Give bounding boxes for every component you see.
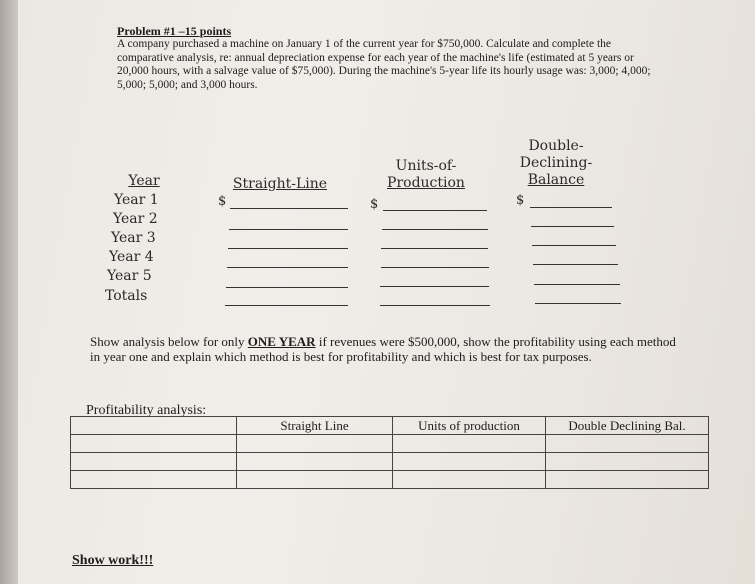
straight-line-blank-year-1[interactable] xyxy=(230,208,348,209)
table-cell[interactable] xyxy=(71,435,237,453)
straight-line-dollar-sign: $ xyxy=(218,194,227,209)
ddb-blank-year-2[interactable] xyxy=(531,226,614,227)
units-blank-year-3[interactable] xyxy=(381,248,488,249)
table-cell[interactable] xyxy=(71,471,237,489)
table-header-units-of-production: Units of production xyxy=(393,417,546,435)
ddb-blank-year-5[interactable] xyxy=(534,284,620,285)
table-cell[interactable] xyxy=(237,453,393,471)
analysis-one-year-emphasis: ONE YEAR xyxy=(247,334,316,349)
units-blank-year-1[interactable] xyxy=(383,210,487,211)
ddb-blank-year-3[interactable] xyxy=(532,245,616,246)
straight-line-blank-totals[interactable] xyxy=(225,305,348,306)
table-cell[interactable] xyxy=(546,453,709,471)
table-cell[interactable] xyxy=(546,471,709,489)
table-row xyxy=(71,435,709,453)
ddb-blank-year-1[interactable] xyxy=(530,207,612,208)
ddb-header-line1: Double- xyxy=(528,138,584,154)
problem-title: Problem #1 –15 points xyxy=(117,24,232,38)
table-row xyxy=(71,471,709,489)
analysis-text-after: if revenues were $500,000, show the profitability using each method in year one and explain which method is best for profitability and which is best for tax purposes. xyxy=(90,334,676,364)
straight-line-header: Straight-Line xyxy=(232,176,328,192)
units-blank-year-2[interactable] xyxy=(382,229,488,230)
show-work-note: Show work!!! xyxy=(72,553,154,568)
units-dollar-sign: $ xyxy=(370,197,379,212)
table-cell[interactable] xyxy=(237,435,393,453)
year-header: Year xyxy=(128,173,160,189)
row-label-year-4: Year 4 xyxy=(109,249,154,265)
table-cell[interactable] xyxy=(393,435,546,453)
analysis-instructions xyxy=(90,334,680,364)
row-label-totals: Totals xyxy=(105,288,148,304)
row-label-year-1: Year 1 xyxy=(114,192,159,208)
table-header-cell-blank xyxy=(71,417,237,435)
profitability-table xyxy=(70,416,709,489)
units-blank-year-5[interactable] xyxy=(380,286,489,287)
table-header-double-declining: Double Declining Bal. xyxy=(546,417,709,435)
table-cell[interactable] xyxy=(71,453,237,471)
units-blank-totals[interactable] xyxy=(380,305,490,306)
table-header-row xyxy=(71,417,709,435)
table-cell[interactable] xyxy=(393,453,546,471)
straight-line-blank-year-3[interactable] xyxy=(228,248,348,249)
ddb-blank-totals[interactable] xyxy=(535,303,621,304)
ddb-dollar-sign: $ xyxy=(516,193,525,208)
units-header-line2: Production xyxy=(387,175,465,191)
units-blank-year-4[interactable] xyxy=(381,267,489,268)
table-cell[interactable] xyxy=(546,435,709,453)
analysis-text-before: Show analysis below for only xyxy=(90,334,248,349)
straight-line-blank-year-5[interactable] xyxy=(226,287,348,288)
ddb-header-line2: Declining- xyxy=(519,155,593,171)
row-label-year-5: Year 5 xyxy=(107,268,152,284)
table-row xyxy=(71,453,709,471)
straight-line-blank-year-4[interactable] xyxy=(227,267,348,268)
table-cell[interactable] xyxy=(237,471,393,489)
row-label-year-2: Year 2 xyxy=(113,211,158,227)
row-label-year-3: Year 3 xyxy=(111,230,156,246)
profitability-analysis-label: Profitability analysis: xyxy=(86,403,207,418)
ddb-blank-year-4[interactable] xyxy=(533,264,618,265)
problem-text: A company purchased a machine on January 1 of the current year for $750,000. Calculate and complete the comparative analysis, re: annual depreciation expense for each year of the machine's life (estimated at 5 years or 20,000 hours, with a salvage value of $75,000). During the machine's 5-year life its hourly usage was: 3,000; 4,000; 5,000; 5,000; and 3,000 hours. xyxy=(117,38,651,91)
straight-line-blank-year-2[interactable] xyxy=(229,229,348,230)
table-header-straight-line: Straight Line xyxy=(237,417,393,435)
table-cell[interactable] xyxy=(393,471,546,489)
units-header-line1: Units-of- xyxy=(395,158,457,174)
ddb-header-line3: Balance xyxy=(527,172,585,188)
